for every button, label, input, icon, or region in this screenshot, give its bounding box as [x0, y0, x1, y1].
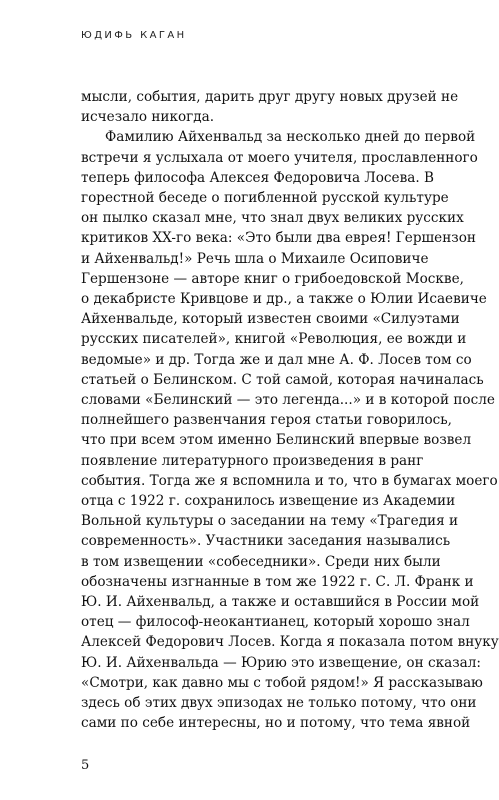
text-line: Ю. И. Айхенвальд, а также и оставшийся в России мой	[81, 594, 480, 611]
text-line: горестной беседе о погибленной русской культуре	[81, 190, 449, 207]
text-line: что при всем этом именно Белинский впервые возвел	[81, 432, 472, 449]
text-line: Айхенвальде, который известен своими «Силуэтами	[81, 311, 460, 328]
text-line: русских писателей», книгой «Революция, ее вожди и	[81, 331, 467, 348]
text-line: теперь философа Алексея Федоровича Лосева. В	[81, 169, 434, 186]
text-line: критиков XX-го века: «Это были два еврея! Гершензон	[81, 230, 476, 247]
text-line: в том извещении «собеседники». Среди них были	[81, 553, 441, 570]
text-line: мысли, события, дарить друг другу новых друзей не	[81, 89, 459, 105]
text-line: сами по себе интересны, но и потому, что тема явной	[81, 715, 471, 732]
text-line: события. Тогда же я вспомнила и то, что в бумагах моего	[81, 472, 498, 489]
page-number: 5	[81, 758, 90, 773]
text-line: появление литературного произведения в ранг	[81, 452, 424, 469]
text-line: полнейшего развенчания героя статьи говорилось,	[81, 412, 452, 429]
text-line: Алексей Федорович Лосев. Когда я показала потом внуку	[81, 634, 499, 651]
text-line: встречи я услыхала от моего учителя, прославленного	[81, 149, 478, 166]
text-line: отец — философ-неокантианец, который хорошо знал	[81, 614, 470, 631]
text-line: ведомые» и др. Тогда же и дал мне А. Ф. Лосев том со	[81, 351, 472, 368]
text-line: словами «Белинский — это легенда...» и в которой после	[81, 392, 495, 409]
text-line: исчезало никогда.	[81, 109, 215, 126]
text-line: о декабристе Кривцове и др., а также о Юлии Исаевиче	[81, 291, 487, 308]
text-line: он пылко сказал мне, что знал двух великих русских	[81, 210, 464, 227]
text-line: «Смотри, как давно мы с тобой рядом!» Я рассказываю	[81, 674, 483, 691]
text-line: Гершензоне — авторе книг о грибоедовской Москве,	[81, 270, 464, 287]
text-line: отца с 1922 г. сохранилось извещение из Академии	[81, 493, 456, 510]
text-line: статьей о Белинском. С той самой, которая начиналась	[81, 371, 484, 388]
text-line: здесь об этих двух эпизодах не только потому, что они	[81, 695, 477, 712]
text-line: Ю. И. Айхенвальда — Юрию это извещение, он сказал:	[81, 654, 481, 671]
text-line: Фамилию Айхенвальд за несколько дней до первой	[105, 129, 476, 146]
body-text	[81, 87, 499, 734]
text-line: и Айхенвальд!» Речь шла о Михаиле Осиповиче	[81, 250, 429, 267]
text-line: Вольной культуры о заседании на тему «Трагедия и	[81, 513, 459, 530]
text-line: современность». Участники заседания назывались	[81, 533, 451, 550]
running-head: ЮДИФЬ КАГАН	[81, 30, 187, 41]
text-line: обозначены изгнанные в том же 1922 г. С. Л. Франк и	[81, 573, 474, 590]
